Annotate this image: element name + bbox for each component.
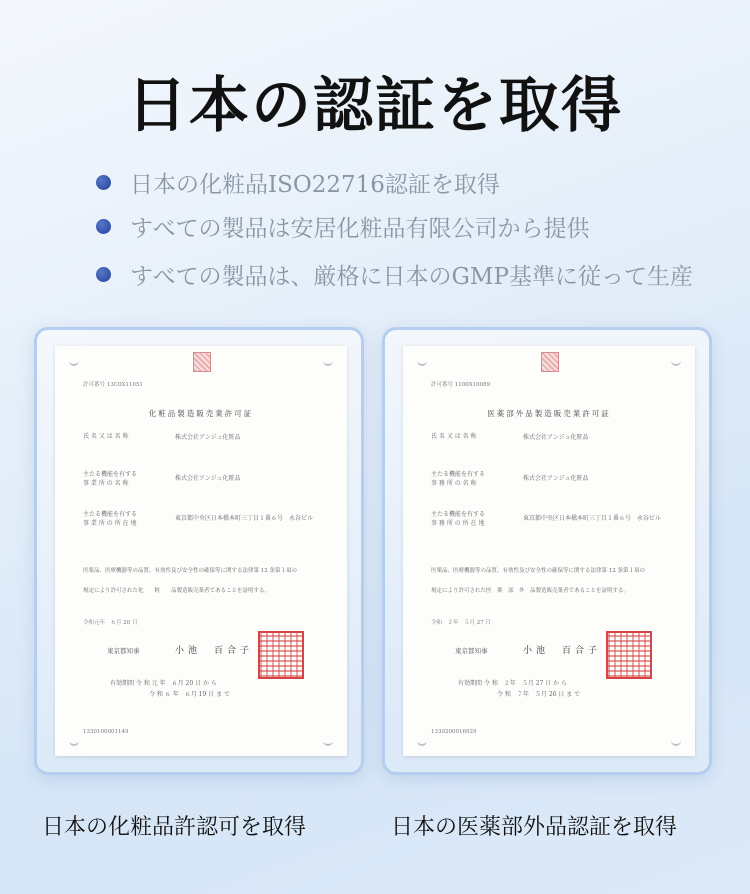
name-value: 株式会社アンジュ化粧品 xyxy=(523,434,589,441)
address-value: 東京都中央区日本橋本町三丁目１番６号 永谷ビル xyxy=(523,515,662,522)
feature-text: すべての製品は安居化粧品有限公司から提供 xyxy=(130,215,590,242)
body-line: 医薬品、医療機器等の品質、有効性及び安全性の確保等に関する法律第 12 条第１項の xyxy=(83,568,297,574)
body-line: 規定により許可された医 薬 部 外 品製造販売業者であることを証明する。 xyxy=(431,588,630,594)
valid-from: 有効期間 令 和 元 年 ６月 20 日 か ら xyxy=(110,680,217,687)
name-value: 株式会社アンジュ化粧品 xyxy=(175,434,241,441)
governor-seal-icon xyxy=(606,631,652,679)
certificate-title: 化粧品製造販売業許可証 xyxy=(148,409,254,418)
office-label-line: 事 務 所 の 名 称 xyxy=(431,480,477,487)
certificate-title: 医薬部外品製造販売業許可証 xyxy=(487,409,611,418)
office-label-line: 事 業 所 の 名 称 xyxy=(83,480,129,487)
governor-signature: 小池 百合子 xyxy=(175,646,254,656)
governor-label: 東京都知事 xyxy=(455,647,488,655)
certificate-frame-quasi-drug xyxy=(382,327,712,775)
issue-date: 令和 ２年 ５月 27 日 xyxy=(431,620,491,626)
certificate-body xyxy=(83,561,333,601)
office-label-line: 主たる機能を有する xyxy=(83,471,138,478)
issue-date: 令和元年 ６月 20 日 xyxy=(83,620,138,626)
permit-number: 許可番号 13C0X11051 xyxy=(83,382,143,388)
address-label-line: 主たる機能を有する xyxy=(431,511,486,518)
permit-number: 許可番号 1100X10089 xyxy=(431,382,491,388)
governor-seal-icon xyxy=(258,631,304,679)
frame-screw-icon xyxy=(323,358,333,366)
office-label xyxy=(83,470,137,488)
certificate-document xyxy=(403,346,695,756)
frame-screw-icon xyxy=(671,738,681,746)
address-label-line: 事 業 所 の 所 在 地 xyxy=(83,520,137,527)
frame-screw-icon xyxy=(323,738,333,746)
body-line: 医薬品、医療機器等の品質、有効性及び安全性の確保等に関する法律第 12 条第１項の xyxy=(431,568,645,574)
body-line: 規定により許可された化 粧 品製造販売業者であることを証明する。 xyxy=(83,588,271,594)
address-value: 東京都中央区日本橋本町三丁目１番６号 永谷ビル xyxy=(175,515,314,522)
frame-screw-icon xyxy=(69,738,79,746)
office-value: 株式会社アンジュ化粧品 xyxy=(175,475,241,482)
caption-quasi-drug-certification: 日本の医薬部外品認証を取得 xyxy=(391,815,678,840)
address-label-line: 事 務 所 の 所 在 地 xyxy=(431,520,485,527)
feature-item xyxy=(96,160,693,204)
official-stamp-icon xyxy=(541,352,559,372)
caption-cosmetics-license: 日本の化粧品許認可を取得 xyxy=(42,815,307,840)
bullet-dot-icon xyxy=(96,219,111,234)
valid-from: 有効期間 令 和 ２年 ５月 27 日 か ら xyxy=(458,680,568,687)
official-stamp-icon xyxy=(193,352,211,372)
bullet-dot-icon xyxy=(96,267,111,282)
office-label xyxy=(431,470,485,488)
feature-list xyxy=(96,160,693,296)
certificate-document xyxy=(55,346,347,756)
certificate-footer-number: 1330100001149 xyxy=(83,729,129,735)
bullet-dot-icon xyxy=(96,175,111,190)
certificate-body xyxy=(431,561,681,601)
governor-label: 東京都知事 xyxy=(107,647,140,655)
name-label: 氏 名 又 は 名 称 xyxy=(83,433,129,440)
governor-signature: 小池 百合子 xyxy=(523,646,602,656)
address-label xyxy=(83,510,137,528)
office-label-line: 主たる機能を有する xyxy=(431,471,486,478)
feature-item xyxy=(96,204,693,248)
office-value: 株式会社アンジュ化粧品 xyxy=(523,475,589,482)
address-label xyxy=(431,510,485,528)
valid-until: 令 和 ７年 ５月 26 日 ま で xyxy=(497,691,581,698)
certificate-footer-number: 1330200016929 xyxy=(431,729,477,735)
feature-item xyxy=(96,252,693,296)
frame-screw-icon xyxy=(69,358,79,366)
page-title: 日本の認証を取得 xyxy=(127,71,623,141)
frame-screw-icon xyxy=(417,358,427,366)
certificate-frame-cosmetics xyxy=(34,327,364,775)
feature-text: すべての製品は、厳格に日本のGMP基準に従って生産 xyxy=(130,263,693,290)
feature-text: 日本の化粧品ISO22716認証を取得 xyxy=(130,171,500,198)
frame-screw-icon xyxy=(671,358,681,366)
address-label-line: 主たる機能を有する xyxy=(83,511,138,518)
valid-until: 令 和 ６ 年 ６月 19 日 ま で xyxy=(149,691,230,698)
frame-screw-icon xyxy=(417,738,427,746)
name-label: 氏 名 又 は 名 称 xyxy=(431,433,477,440)
